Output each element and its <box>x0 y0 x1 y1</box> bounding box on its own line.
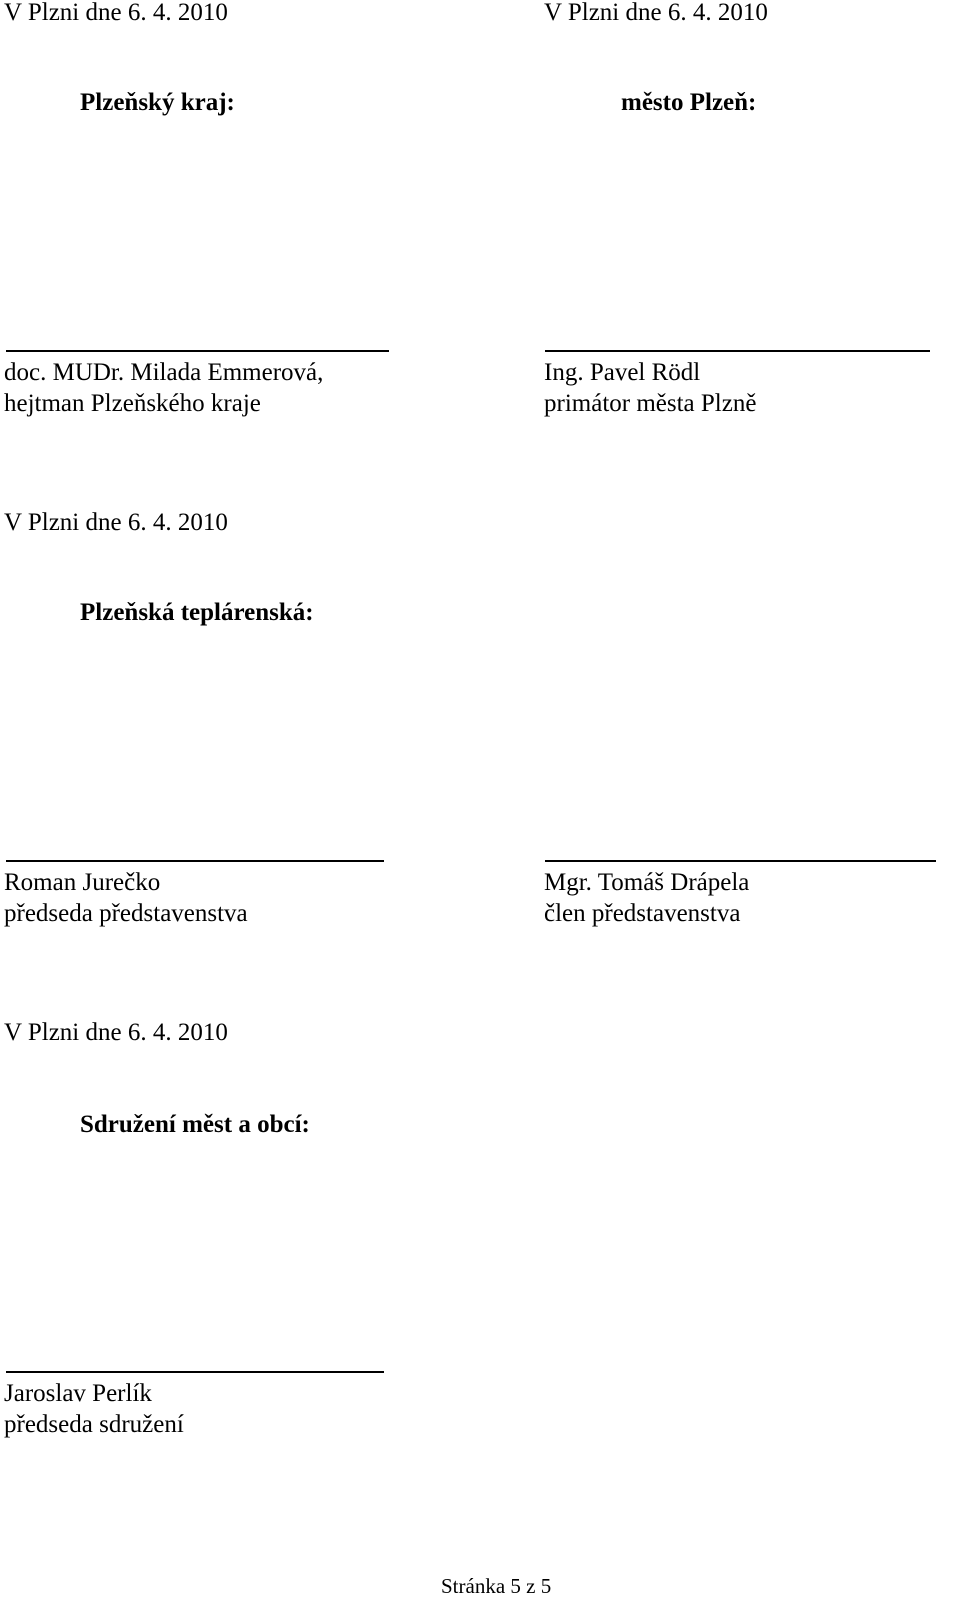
signature-line-jurecko <box>6 860 384 862</box>
page-number: Stránka 5 z 5 <box>441 1574 552 1598</box>
signer-name-jurecko: Roman Jurečko <box>4 869 161 896</box>
signature-line-perlik <box>6 1371 384 1373</box>
signature-line-emmerova <box>6 350 389 352</box>
date-2: V Plzni dne 6. 4. 2010 <box>4 509 228 536</box>
signature-line-drapela <box>545 860 936 862</box>
signer-title-emmerova: hejtman Plzeňského kraje <box>4 390 261 417</box>
date-3: V Plzni dne 6. 4. 2010 <box>4 1019 228 1046</box>
date-right-1: V Plzni dne 6. 4. 2010 <box>544 0 768 26</box>
date-left-1: V Plzni dne 6. 4. 2010 <box>4 0 228 26</box>
signer-title-rodl: primátor města Plzně <box>544 390 757 417</box>
signer-name-drapela: Mgr. Tomáš Drápela <box>544 869 750 896</box>
party-sdruzeni-mest-a-obci: Sdružení měst a obcí: <box>80 1111 310 1138</box>
party-mesto-plzen: město Plzeň: <box>621 89 757 116</box>
signer-name-rodl: Ing. Pavel Rödl <box>544 359 701 386</box>
signer-title-jurecko: předseda představenstva <box>4 900 248 927</box>
signature-line-rodl <box>545 350 930 352</box>
party-plzenska-teplarenska: Plzeňská teplárenská: <box>80 599 314 626</box>
signer-name-perlik: Jaroslav Perlík <box>4 1380 152 1407</box>
signer-title-drapela: člen představenstva <box>544 900 741 927</box>
signer-title-perlik: předseda sdružení <box>4 1411 184 1438</box>
signer-name-emmerova: doc. MUDr. Milada Emmerová, <box>4 359 324 386</box>
party-plzensky-kraj: Plzeňský kraj: <box>80 89 235 116</box>
